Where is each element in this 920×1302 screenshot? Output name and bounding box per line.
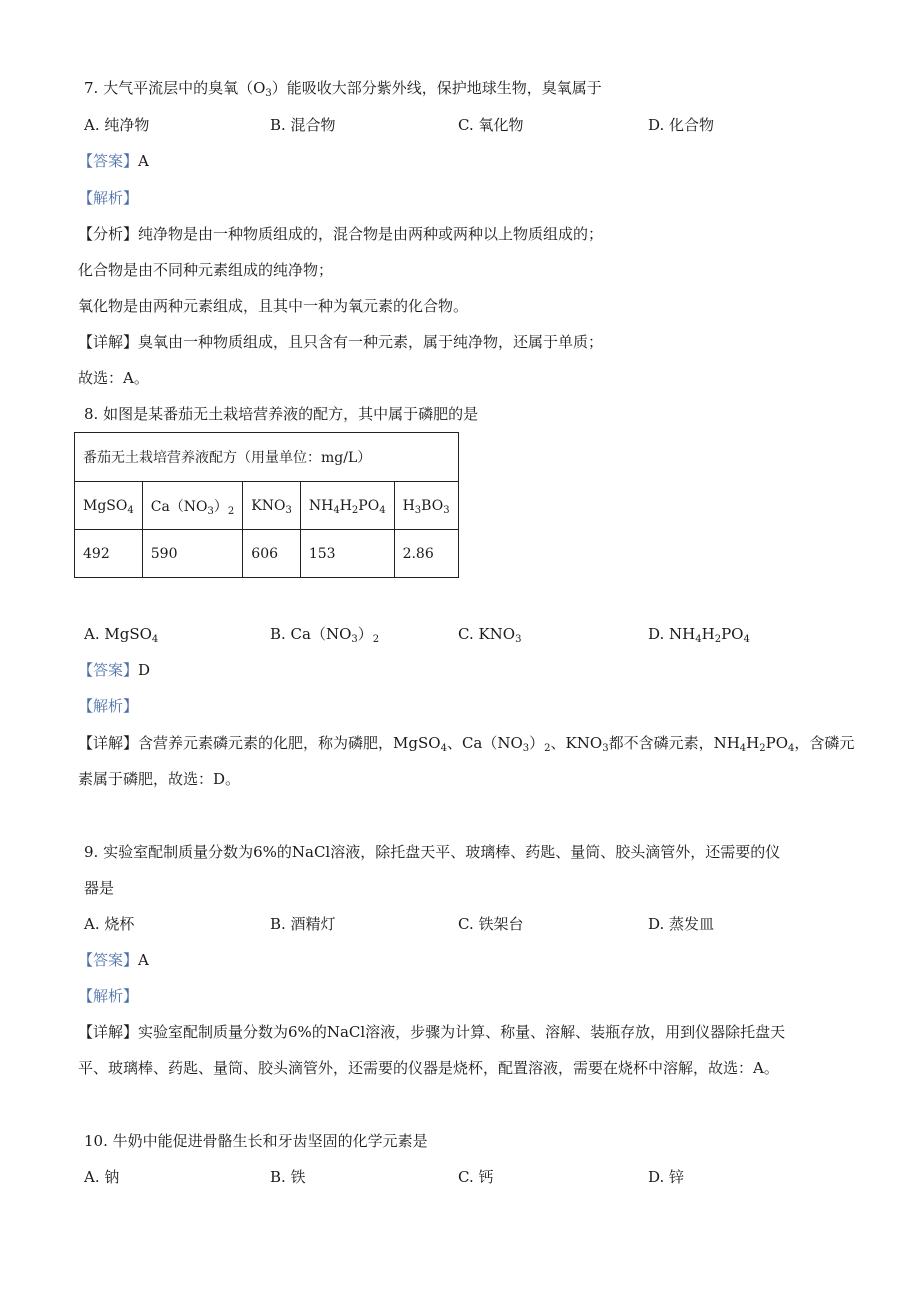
q7-fenxi-line-2: 化合物是由不同种元素组成的纯净物； [78, 261, 334, 279]
q7-fenxi-line-3: 氧化物是由两种元素组成，且其中一种为氧元素的化合物。 [78, 297, 469, 315]
q7-fenxi-line-1: 【分析】纯净物是由一种物质组成的，混合物是由两种或两种以上物质组成的； [78, 225, 604, 243]
value-kno3: 606 [243, 530, 301, 578]
q9-answer: 【答案】A [78, 951, 149, 969]
q9-analysis-label: 【解析】 [78, 987, 139, 1005]
q8-detail-line-2: 素属于磷肥，故选：D。 [78, 770, 241, 788]
q9-detail-line-1: 【详解】实验室配制质量分数为6%的NaCl溶液，步骤为计算、称量、溶解、装瓶存放，用到仪器除托盘天 [78, 1023, 786, 1041]
q9-option-b: B. 酒精灯 [270, 915, 336, 933]
header-ca-no3-2: $Ca(NO_3)_2$ [142, 482, 243, 530]
header-kno3: $KNO_3$ [243, 482, 301, 530]
q7-answer: 【答案】A [78, 152, 149, 170]
q10-option-a: A. 钠 [84, 1168, 120, 1186]
q9-detail-line-2: 平、玻璃棒、药匙、量筒、胶头滴管外，还需要的仪器是烧杯，配置溶液，需要在烧杯中溶解，故选：A。 [78, 1059, 779, 1077]
value-mgso4: 492 [75, 530, 143, 578]
table-title: 番茄无土栽培营养液配方（用量单位：mg/L） [75, 433, 459, 482]
q9-option-d: D. 蒸发皿 [648, 915, 715, 933]
q8-analysis-label: 【解析】 [78, 697, 139, 715]
q7-option-a: A. 纯净物 [84, 116, 150, 134]
q7-option-d: D. 化合物 [648, 116, 715, 134]
q9-stem-line-1: 9. 实验室配制质量分数为6%的NaCl溶液，除托盘天平、玻璃棒、药匙、量筒、胶头滴管外，还需要的仪 [84, 843, 781, 861]
q7-analysis-label: 【解析】 [78, 189, 139, 207]
q7-detail-line-1: 【详解】臭氧由一种物质组成，且只含有一种元素，属于纯净物，还属于单质； [78, 333, 604, 351]
q7-detail-line-2: 故选：A。 [78, 369, 149, 387]
q8-option-d: D. $NH_4H_2PO_4$ [648, 625, 750, 645]
q7-option-c: C. 氧化物 [458, 116, 524, 134]
value-ca-no3-2: 590 [142, 530, 243, 578]
q10-option-b: B. 铁 [270, 1168, 306, 1186]
q10-stem: 10. 牛奶中能促进骨骼生长和牙齿坚固的化学元素是 [84, 1132, 428, 1150]
q10-option-c: C. 钙 [458, 1168, 494, 1186]
table-header-row [75, 482, 459, 530]
q8-detail-line-1: 【详解】含营养元素磷元素的化肥，称为磷肥，MgSO$_4$、$Ca(NO_3)_2$、$KNO_3$都不含磷元素，$NH_4H_2PO_4$，含磷元 [78, 734, 855, 754]
q8-option-b: B. $Ca(NO_3)_2$ [270, 625, 380, 645]
q9-option-a: A. 烧杯 [84, 915, 135, 933]
q7-option-b: B. 混合物 [270, 116, 336, 134]
q7-stem: 7. 大气平流层中的臭氧$(O_3)$能吸收大部分紫外线，保护地球生物，臭氧属于 [84, 79, 602, 99]
q9-option-c: C. 铁架台 [458, 915, 524, 933]
q8-answer: 【答案】D [78, 661, 151, 679]
table-value-row [75, 530, 459, 578]
header-nh4h2po4: $NH_4H_2PO_4$ [300, 482, 394, 530]
header-h3bo3: $H_3BO_3$ [394, 482, 458, 530]
q9-stem-line-2: 器是 [84, 879, 115, 897]
q10-option-d: D. 锌 [648, 1168, 685, 1186]
value-nh4h2po4: 153 [300, 530, 394, 578]
q8-option-a: A. MgSO$_4$ [84, 625, 159, 645]
q8-stem: 8. 如图是某番茄无土栽培营养液的配方，其中属于磷肥的是 [84, 405, 479, 423]
header-mgso4: MgSO$_4$ [75, 482, 143, 530]
nutrient-formula-table [74, 432, 459, 578]
q8-option-c: C. $KNO_3$ [458, 625, 522, 645]
value-h3bo3: 2.86 [394, 530, 458, 578]
